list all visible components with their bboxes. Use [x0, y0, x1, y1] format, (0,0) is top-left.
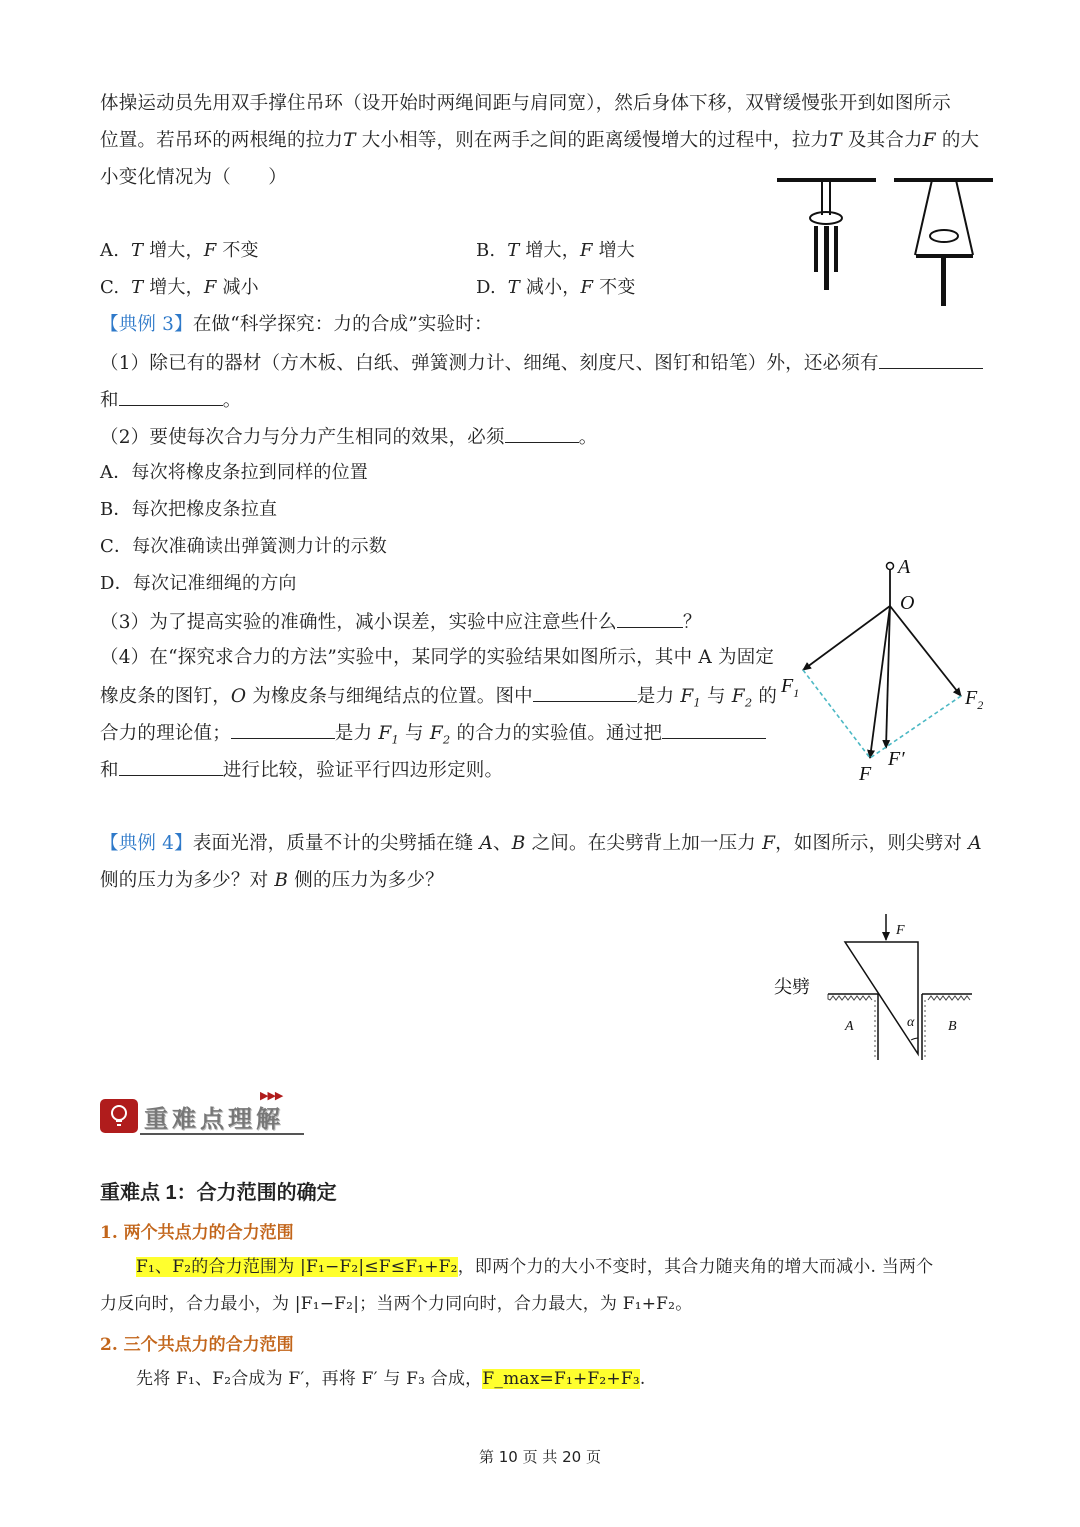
rings-figure — [770, 170, 1000, 310]
q2-option-b[interactable] — [476, 239, 635, 263]
text-span: 。 — [222, 390, 242, 411]
symbol-a: A — [479, 833, 494, 854]
text-span: 进行比较，验证平行四边形定则。 — [222, 760, 504, 781]
text-span: ？ — [682, 612, 702, 633]
highlight-fmax: F_max=F₁+F₂+F₃ — [482, 1369, 640, 1389]
q2-line-2 — [100, 129, 979, 153]
text-span: 及其合力 — [841, 130, 923, 151]
ex3-part1 — [100, 350, 983, 376]
symbol: F — [579, 240, 593, 261]
dashed-edge-1 — [803, 670, 870, 758]
ex3-part4-line4 — [100, 757, 503, 783]
wedge-figure — [770, 910, 980, 1070]
arm-left-1 — [814, 226, 818, 272]
text-span: 的 — [752, 686, 778, 707]
text-span: （1）除已有的器材（方木板、白纸、弹簧测力计、细绳、刻度尺、图钉和铅笔）外，还必须有 — [100, 353, 879, 374]
text-span: 。 — [578, 427, 598, 448]
ex3-intro — [100, 313, 493, 337]
text-span: 在做“科学探究：力的合成”实验时： — [192, 314, 493, 335]
text-span: 是力 — [636, 686, 681, 707]
arrow-f2 — [890, 606, 961, 696]
text-span: . — [639, 1369, 646, 1389]
ex3-choice-a[interactable]: A．每次将橡皮条拉到同样的位置 — [100, 462, 368, 483]
symbol-letter: F — [429, 723, 443, 744]
label-b: B — [948, 1019, 957, 1034]
ex3-part4-line1: （4）在“探究求合力的方法”实验中，某同学的实验结果如图所示，其中 A 为固定 — [100, 647, 775, 668]
ex4-line-2 — [100, 869, 444, 893]
force-diagram — [775, 552, 990, 792]
text-span: 先将 F₁、F₂合成为 F′，再将 F′ 与 F₃ 合成， — [136, 1369, 483, 1389]
section-underline — [140, 1133, 304, 1135]
text-span: 表面光滑，质量不计的尖劈插在缝 — [192, 833, 480, 854]
example-label: 【典例 4】 — [100, 833, 193, 854]
label-f-prime: F′ — [888, 748, 905, 770]
text-span: 之间。在尖劈背上加一压力 — [525, 833, 763, 854]
symbol-f2 — [731, 686, 753, 710]
text-span: 合力的理论值； — [100, 723, 231, 744]
text-span: 橡皮条的图钉， — [100, 686, 231, 707]
q2-option-d[interactable] — [476, 276, 636, 300]
symbol-f2 — [429, 723, 451, 747]
label-o: O — [900, 592, 915, 614]
answer-blank[interactable] — [119, 387, 223, 406]
text-span: 与 — [700, 686, 732, 707]
symbol: T — [507, 277, 520, 298]
symbol-letter: F — [680, 686, 694, 707]
text-span: 增大， — [149, 240, 204, 261]
symbol-t: T — [343, 130, 356, 151]
text-span: ，即两个力的大小不变时，其合力随夹角的增大而减小. 当两个 — [457, 1257, 934, 1277]
text-span: 的大 — [935, 130, 980, 151]
text-span: 不变 — [599, 277, 636, 298]
q2-option-c[interactable] — [100, 276, 259, 300]
rope-right-1 — [915, 180, 932, 255]
answer-blank[interactable] — [119, 757, 223, 776]
symbol: T — [131, 277, 144, 298]
text-span: 大小相等，则在两手之间的距离缓慢增大的过程中，拉力 — [355, 130, 830, 151]
symbol: F — [203, 277, 217, 298]
page-footer: 第 10 页 共 20 页 — [478, 1448, 601, 1466]
answer-blank[interactable] — [231, 720, 335, 739]
symbol-f1 — [378, 723, 399, 747]
symbol-f1 — [680, 686, 701, 710]
arrows-decoration: ▶▶▶ — [260, 1089, 283, 1102]
text-span: 增大， — [149, 277, 204, 298]
q2-line-3: 小变化情况为（ ） — [100, 167, 288, 188]
answer-blank[interactable] — [617, 609, 683, 628]
symbol: F — [580, 277, 594, 298]
ring-right — [930, 230, 958, 242]
text-span: （3）为了提高实验的准确性，减小误差，实验中应注意些什么 — [100, 612, 617, 633]
highlight-range: F₁、F₂的合力范围为 |F₁−F₂|≤F≤F₁+F₂ — [136, 1257, 458, 1277]
symbol-a: A — [968, 833, 982, 854]
symbol-b: B — [511, 833, 526, 854]
option-letter: D. — [476, 277, 496, 298]
symbol-letter: F — [378, 723, 392, 744]
section-header — [100, 1089, 305, 1137]
ring-left — [810, 212, 842, 224]
subscript: 2 — [442, 732, 451, 747]
ex3-choice-b[interactable]: B．每次把橡皮条拉直 — [100, 499, 278, 520]
label-f2: $F_2$ — [965, 687, 984, 712]
dashed-edge-2 — [870, 696, 961, 758]
ground-hatch-right — [928, 996, 970, 1000]
arrow-f1 — [803, 606, 890, 670]
kp1-title: 重难点 1：合力范围的确定 — [100, 1182, 337, 1204]
ex3-part4-line3 — [100, 720, 766, 752]
label-f1: $F_1$ — [781, 675, 800, 700]
text-span: 减小 — [222, 277, 259, 298]
text-span: ，如图所示，则尖劈对 — [775, 833, 969, 854]
symbol: T — [507, 240, 520, 261]
symbol: T — [130, 240, 144, 261]
ex3-choice-c[interactable]: C．每次准确读出弹簧测力计的示数 — [100, 536, 387, 557]
text-span: 增大 — [598, 240, 635, 261]
answer-blank[interactable] — [879, 350, 983, 369]
text-span: 与 — [398, 723, 430, 744]
subscript: 1 — [693, 695, 701, 710]
text-span: 和 — [100, 390, 119, 411]
example-label: 【典例 3】 — [100, 314, 193, 335]
pin-a — [887, 563, 894, 570]
text-span: 的合力的实验值。通过把 — [450, 723, 663, 744]
subscript: 2 — [744, 695, 753, 710]
text-span: （2）要使每次合力与分力产生相同的效果，必须 — [100, 427, 505, 448]
symbol-letter: F — [731, 686, 745, 707]
section-title: 重难点理解 — [144, 1105, 284, 1133]
text-span: 和 — [100, 760, 119, 781]
subscript: 1 — [391, 732, 399, 747]
symbol-t: T — [829, 130, 842, 151]
text-span: 增大， — [525, 240, 580, 261]
option-letter: B. — [476, 240, 496, 261]
ex3-part2 — [100, 424, 597, 450]
label-a: A — [898, 556, 911, 578]
answer-blank[interactable] — [662, 720, 766, 739]
option-letter: C. — [100, 277, 120, 298]
kp1-text-2: 力反向时，合力最小，为 |F₁−F₂|；当两个力同向时，合力最大，为 F₁+F₂。 — [100, 1294, 693, 1314]
ex3-part4-line2 — [100, 683, 777, 715]
text-span: 侧的压力为多少？对 — [100, 870, 275, 891]
text-span: 位置。若吊环的两根绳的拉力 — [100, 130, 344, 151]
text-span: 、 — [493, 833, 512, 854]
symbol-o: O — [230, 686, 247, 707]
text-span: 侧的压力为多少？ — [288, 870, 444, 891]
ex3-choice-d[interactable]: D．每次记准细绳的方向 — [100, 573, 297, 594]
body-right — [941, 254, 946, 306]
ex3-part3 — [100, 609, 702, 635]
text-span: 减小， — [525, 277, 581, 298]
body-left — [824, 226, 829, 290]
symbol-f: F — [922, 130, 936, 151]
q2-option-a[interactable] — [100, 239, 259, 263]
arm-left-2 — [834, 226, 838, 272]
symbol-b: B — [274, 870, 289, 891]
ex3-part1-cont — [100, 387, 241, 413]
symbol: F — [203, 240, 217, 261]
kp1-text-3 — [136, 1367, 646, 1391]
ground-hatch-left — [828, 994, 872, 1000]
option-letter: A. — [100, 240, 120, 261]
ex4-line-1 — [100, 832, 982, 856]
symbol-f: F — [762, 833, 776, 854]
kp1-text-1 — [136, 1255, 933, 1279]
answer-blank[interactable] — [505, 424, 579, 443]
label-a: A — [845, 1019, 854, 1034]
rope-right-2 — [956, 180, 973, 255]
label-f: F — [896, 923, 905, 938]
answer-blank[interactable] — [533, 683, 637, 702]
label-f: F — [859, 763, 872, 785]
label-alpha: α — [907, 1015, 915, 1030]
text-span: 为橡皮条与细绳结点的位置。图中 — [246, 686, 533, 707]
label-wedge: 尖劈 — [774, 977, 810, 997]
q2-line-1: 体操运动员先用双手撑住吊环（设开始时两绳间距与肩同宽），然后身体下移，双臂缓慢张开到如图所示 — [100, 93, 951, 114]
kp1-sub1: 1. 两个共点力的合力范围 — [100, 1223, 294, 1243]
text-span: 是力 — [334, 723, 379, 744]
lightbulb-icon — [100, 1099, 138, 1133]
kp1-sub2: 2. 三个共点力的合力范围 — [100, 1335, 294, 1355]
text-span: 不变 — [222, 240, 259, 261]
